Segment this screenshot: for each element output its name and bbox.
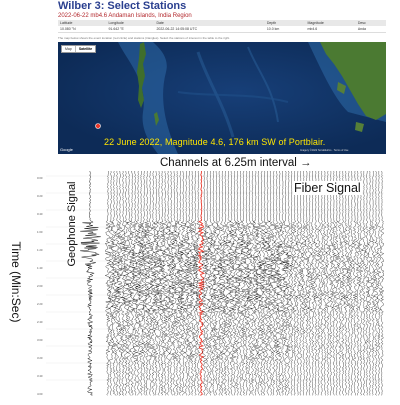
fiber-trace bbox=[314, 171, 318, 395]
fiber-trace bbox=[262, 171, 268, 395]
time-tick: 1:00 bbox=[37, 230, 43, 234]
highlighted-fiber-trace bbox=[199, 171, 205, 395]
fiber-trace bbox=[174, 171, 180, 395]
fiber-trace bbox=[371, 171, 375, 395]
fiber-trace bbox=[184, 171, 190, 395]
fiber-trace bbox=[332, 171, 336, 395]
fiber-signal-label: Fiber Signal bbox=[294, 181, 361, 195]
geophone-signal-label: Geophone Signal bbox=[66, 181, 78, 267]
fiber-trace bbox=[207, 171, 213, 395]
time-tick: 0:00 bbox=[37, 176, 43, 180]
fiber-trace bbox=[238, 171, 244, 395]
tab-map[interactable]: Map bbox=[65, 47, 72, 51]
fiber-trace bbox=[186, 171, 192, 395]
fiber-trace bbox=[286, 171, 292, 395]
fiber-trace bbox=[377, 171, 381, 395]
cell-latitude: 10.080 °N bbox=[58, 26, 106, 33]
fiber-trace bbox=[299, 171, 303, 395]
fiber-trace bbox=[353, 171, 357, 395]
fiber-trace bbox=[368, 171, 372, 395]
map-caption: 22 June 2022, Magnitude 4.6, 176 km SW of Portblair. bbox=[104, 137, 326, 147]
fiber-trace bbox=[138, 171, 144, 395]
fiber-trace bbox=[365, 171, 369, 395]
cell-description: Anda bbox=[356, 26, 386, 33]
fiber-trace bbox=[253, 171, 259, 395]
event-table bbox=[58, 20, 386, 33]
fiber-trace bbox=[201, 171, 207, 395]
fiber-trace bbox=[234, 171, 240, 395]
time-tick: 2:00 bbox=[37, 284, 43, 288]
fiber-trace bbox=[123, 171, 129, 395]
fiber-trace bbox=[347, 171, 351, 395]
fiber-trace bbox=[217, 171, 223, 395]
fiber-trace bbox=[228, 171, 234, 395]
fiber-trace bbox=[326, 171, 330, 395]
table-row[interactable] bbox=[58, 26, 386, 33]
fiber-trace bbox=[168, 171, 174, 395]
time-tick: 3:20 bbox=[37, 356, 43, 360]
time-tick: 3:00 bbox=[37, 338, 43, 342]
fiber-trace bbox=[210, 171, 216, 395]
fiber-trace bbox=[274, 171, 280, 395]
fiber-trace bbox=[362, 171, 366, 395]
column-header-longitude[interactable]: Longitude bbox=[106, 20, 154, 26]
fiber-trace bbox=[165, 171, 171, 395]
fiber-trace bbox=[180, 171, 186, 395]
fiber-trace bbox=[141, 171, 147, 395]
column-header-description[interactable]: Desc bbox=[356, 20, 386, 26]
cell-longitude: 91.642 °E bbox=[106, 26, 154, 33]
fiber-trace bbox=[162, 171, 168, 395]
column-header-date[interactable]: Date bbox=[154, 20, 264, 26]
time-tick: 0:20 bbox=[37, 194, 43, 198]
time-axis-label: Time (Min:Sec) bbox=[9, 241, 23, 323]
fiber-trace bbox=[293, 171, 297, 395]
fiber-trace bbox=[380, 171, 384, 395]
fiber-trace bbox=[308, 171, 312, 395]
fiber-trace bbox=[111, 171, 117, 395]
fiber-trace bbox=[320, 171, 324, 395]
fiber-trace bbox=[283, 171, 289, 395]
cell-date: 2022-06-22 14:05:08 UTC bbox=[154, 26, 264, 33]
time-tick: 1:40 bbox=[37, 266, 43, 270]
fiber-trace bbox=[171, 171, 177, 395]
fiber-trace bbox=[108, 171, 114, 395]
fiber-trace bbox=[135, 171, 141, 395]
fiber-trace bbox=[225, 171, 231, 395]
fiber-trace bbox=[302, 171, 306, 395]
time-tick: 2:40 bbox=[37, 320, 43, 324]
fiber-trace bbox=[213, 171, 219, 395]
fiber-trace bbox=[317, 171, 321, 395]
fiber-trace bbox=[335, 171, 339, 395]
fiber-trace bbox=[374, 171, 378, 395]
fiber-trace bbox=[220, 171, 226, 395]
page-title: Wilber 3: Select Stations bbox=[58, 0, 187, 12]
tab-satellite[interactable]: Satellite bbox=[75, 46, 95, 52]
fiber-trace bbox=[259, 171, 265, 395]
time-tick: 3:40 bbox=[37, 374, 43, 378]
column-header-latitude[interactable]: Latitude bbox=[58, 20, 106, 26]
seismic-section bbox=[46, 171, 384, 396]
fiber-trace bbox=[290, 171, 294, 395]
column-header-depth[interactable]: Depth bbox=[265, 20, 306, 26]
time-tick: 1:20 bbox=[37, 248, 43, 252]
fiber-trace bbox=[117, 171, 123, 395]
column-header-magnitude[interactable]: Magnitude bbox=[306, 20, 356, 26]
time-tick: 0:40 bbox=[37, 212, 43, 216]
fiber-trace bbox=[105, 171, 111, 395]
seismic-traces bbox=[46, 171, 384, 396]
map-attribution: Imagery ©2022 TerraMetrics · Terms of Use bbox=[300, 149, 349, 152]
map-note: The map below shows the event location (red circle) and stations (triangles). Select the stations of interest in the table to the right. bbox=[58, 36, 230, 40]
fiber-trace bbox=[156, 171, 162, 395]
cell-magnitude: mb4.6 bbox=[306, 26, 356, 33]
fiber-trace bbox=[305, 171, 309, 395]
fiber-trace bbox=[232, 171, 238, 395]
fiber-trace bbox=[359, 171, 363, 395]
fiber-trace bbox=[350, 171, 354, 395]
fiber-trace bbox=[250, 171, 256, 395]
event-marker[interactable] bbox=[96, 124, 101, 129]
map-type-tabs bbox=[61, 45, 96, 53]
google-logo: Google bbox=[60, 147, 73, 152]
fiber-trace bbox=[277, 171, 283, 395]
geophone-trace bbox=[80, 171, 100, 396]
time-tick: 4:00 bbox=[37, 392, 43, 396]
fiber-trace bbox=[223, 171, 229, 395]
time-tick: 2:20 bbox=[37, 302, 43, 306]
event-subtitle: 2022-06-22 mb4.6 Andaman Islands, India Region bbox=[58, 13, 192, 19]
fiber-trace bbox=[356, 171, 360, 395]
cell-depth: 10.0 km bbox=[265, 26, 306, 33]
channels-label: Channels at 6.25m interval → bbox=[160, 157, 312, 169]
fiber-trace bbox=[341, 171, 345, 395]
fiber-trace bbox=[132, 171, 138, 395]
fiber-trace bbox=[271, 171, 277, 395]
